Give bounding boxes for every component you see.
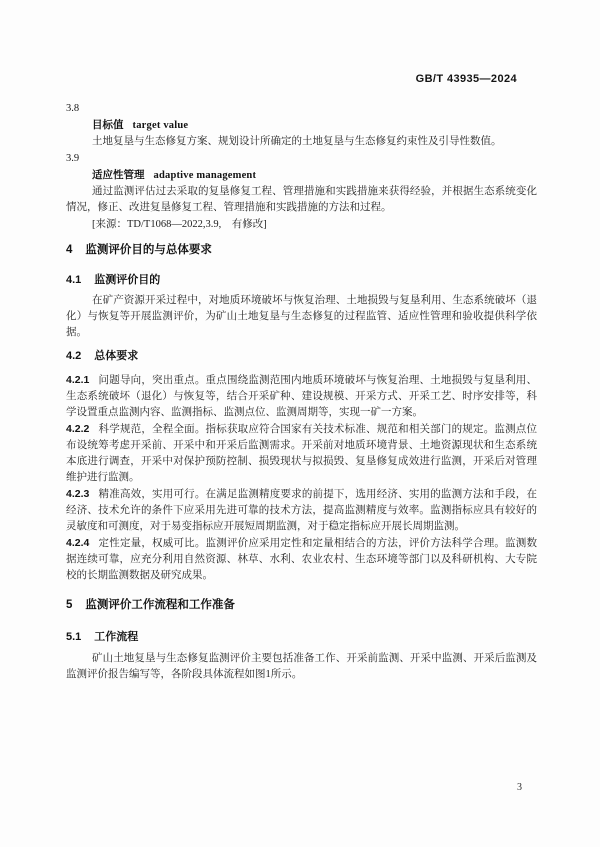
clause-4-2-3-paragraph [66, 486, 537, 535]
page-number: 3 [517, 782, 522, 793]
clause-4-1-heading [66, 272, 537, 289]
term-definition: 通过监测评估过去采取的复垦修复工程、管理措施和实践措施来获得经验，并根据生态系统变化情况，修正、改进复垦修复工程、管理措施和实践措施的方法和过程。 [66, 186, 537, 213]
clause-number: 5 [66, 599, 73, 611]
clause-4-2-1-paragraph [66, 372, 537, 421]
term-entry-3-8 [66, 100, 537, 150]
clause-number: 4.1 [66, 274, 82, 286]
clause-text: 问题导向，突出重点。重点围绕监测范围内地质环境破坏与恢复治理、土地损毁与复垦利用、生态系统破坏（退化）与恢复等，结合开采矿种、建设规模、开采方式、开采工艺、时序安排等，科学设置重点监测内容、监测指标、监测点位、监测周期等，实现一矿一方案。 [66, 375, 537, 418]
clause-number: 4.2 [66, 350, 82, 362]
clause-4-1-paragraph: 在矿产资源开采过程中，对地质环境破坏与恢复治理、土地损毁与复垦利用、生态系统破坏（退化）与恢复等开展监测评价，为矿山土地复垦与生态修复的过程监管、适应性管理和验收提供科学依据。 [66, 295, 537, 338]
clause-5-1-heading [66, 629, 537, 646]
term-definition: 土地复垦与生态修复方案、规划设计所确定的土地复垦与生态修复约束性及引导性数值。 [92, 136, 502, 147]
clause-4-2-2-paragraph [66, 421, 537, 486]
clause-number: 4.2.1 [66, 374, 90, 386]
term-zh: 适应性管理 [92, 169, 145, 181]
clause-number: 4 [66, 244, 73, 256]
clause-number: 4.2.3 [66, 488, 90, 500]
clause-text: 精准高效，实用可行。在满足监测精度要求的前提下，选用经济、实用的监测方法和手段，在经济、技术允许的条件下应采用先进可靠的技术方法，提高监测精度与效率。监测指标应具有较好的灵敏度和可测度，对于易变指标应开展短周期监测，对于稳定指标应开展长周期监测。 [66, 489, 537, 532]
term-entry-3-9 [66, 150, 537, 233]
clause-title: 工作流程 [94, 631, 139, 643]
clause-4-heading [66, 242, 537, 259]
term-title [66, 167, 537, 184]
clause-text: 科学规范，全程全面。指标获取应符合国家有关技术标准、规范和相关部门的规定。监测点位布设统筹考虑开采前、开采中和开采后监测需求。开采前对地质环境背景、土地资源现状和生态系统本底进行调查，开采中对保护预防控制、损毁现状与拟损毁、复垦修复成效进行监测，开采后对管理维护进行监测。 [66, 424, 537, 483]
clause-title: 监测评价目的与总体要求 [85, 244, 212, 256]
term-zh: 目标值 [92, 119, 124, 131]
clause-title: 监测评价工作流程和工作准备 [85, 599, 235, 611]
clause-number: 4.2.2 [66, 423, 90, 435]
clause-number: 5.1 [66, 631, 82, 643]
standard-number: GB/T 43935—2024 [415, 73, 517, 85]
term-en: target value [132, 120, 189, 131]
term-source-note: [来源：TD/T1068—2022,3.9, 有修改] [92, 219, 267, 230]
clause-4-2-4-paragraph [66, 535, 537, 584]
clause-text: 定性定量，权威可比。监测评价应采用定性和定量相结合的方法，评价方法科学合理。监测数据连续可靠，应充分利用自然资源、林草、水利、农业农村、生态环境等部门以及科研机构、大专院校的长期监测数据及研究成果。 [66, 538, 537, 581]
term-number: 3.9 [66, 153, 80, 164]
clause-title: 监测评价目的 [94, 274, 161, 286]
clause-5-1-paragraph: 矿山土地复垦与生态修复监测评价主要包括准备工作、开采前监测、开采中监测、开采后监测及监测评价报告编写等，各阶段具体流程如图1所示。 [66, 653, 537, 680]
clause-5-heading [66, 597, 537, 614]
clause-4-2-heading [66, 348, 537, 365]
term-en: adaptive management [153, 170, 257, 181]
clause-title: 总体要求 [94, 350, 139, 362]
clause-number: 4.2.4 [66, 537, 90, 549]
term-number: 3.8 [66, 103, 80, 114]
term-title [66, 117, 537, 134]
